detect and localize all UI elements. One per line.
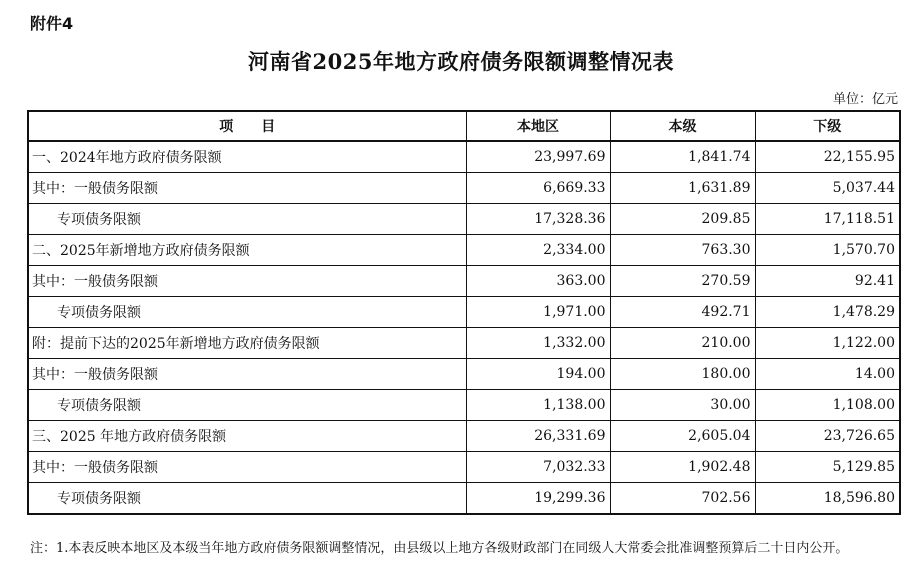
cell-lower-level: 14.00: [755, 359, 900, 390]
cell-own-level: 1,902.48: [610, 452, 755, 483]
table-row: [28, 328, 900, 359]
table-row: [28, 141, 900, 173]
table-row: [28, 359, 900, 390]
table-row: [28, 483, 900, 515]
table-row: [28, 266, 900, 297]
cell-local: 6,669.33: [466, 173, 610, 204]
row-item-label: 专项债务限额: [28, 297, 466, 328]
row-item-label: 其中：一般债务限额: [28, 173, 466, 204]
cell-own-level: 270.59: [610, 266, 755, 297]
row-item-label: 专项债务限额: [28, 204, 466, 235]
cell-own-level: 209.85: [610, 204, 755, 235]
cell-own-level: 763.30: [610, 235, 755, 266]
cell-lower-level: 23,726.65: [755, 421, 900, 452]
cell-local: 17,328.36: [466, 204, 610, 235]
table-row: [28, 173, 900, 204]
row-item-label: 三、2025 年地方政府债务限额: [28, 421, 466, 452]
header-lower-level: 下级: [755, 111, 900, 141]
page-title: 河南省2025年地方政府债务限额调整情况表: [248, 49, 674, 74]
cell-local: 1,138.00: [466, 390, 610, 421]
cell-local: 1,332.00: [466, 328, 610, 359]
table-row: [28, 235, 900, 266]
row-item-label: 专项债务限额: [28, 390, 466, 421]
header-item: 项 目: [28, 111, 466, 141]
row-item-label: 其中：一般债务限额: [28, 452, 466, 483]
cell-own-level: 1,631.89: [610, 173, 755, 204]
cell-local: 363.00: [466, 266, 610, 297]
unit-label: 单位：亿元: [832, 92, 898, 107]
row-item-label: 专项债务限额: [28, 483, 466, 515]
cell-local: 1,971.00: [466, 297, 610, 328]
row-item-label: 其中：一般债务限额: [28, 266, 466, 297]
cell-local: 19,299.36: [466, 483, 610, 515]
table-row: [28, 390, 900, 421]
table-row: [28, 421, 900, 452]
table-header-row: [28, 111, 900, 141]
cell-own-level: 1,841.74: [610, 141, 755, 173]
cell-lower-level: 22,155.95: [755, 141, 900, 173]
cell-lower-level: 5,129.85: [755, 452, 900, 483]
header-own-level: 本级: [610, 111, 755, 141]
cell-local: 2,334.00: [466, 235, 610, 266]
table-row: [28, 452, 900, 483]
row-item-label: 二、2025年新增地方政府债务限额: [28, 235, 466, 266]
cell-lower-level: 1,570.70: [755, 235, 900, 266]
attachment-label: 附件4: [30, 14, 74, 33]
cell-own-level: 180.00: [610, 359, 755, 390]
cell-own-level: 210.00: [610, 328, 755, 359]
row-item-label: 一、2024年地方政府债务限额: [28, 141, 466, 173]
cell-local: 7,032.33: [466, 452, 610, 483]
table-row: [28, 204, 900, 235]
table-row: [28, 297, 900, 328]
row-item-label: 附：提前下达的2025年新增地方政府债务限额: [28, 328, 466, 359]
cell-lower-level: 17,118.51: [755, 204, 900, 235]
cell-lower-level: 5,037.44: [755, 173, 900, 204]
debt-limit-table: [27, 110, 901, 515]
cell-local: 194.00: [466, 359, 610, 390]
cell-lower-level: 18,596.80: [755, 483, 900, 515]
cell-own-level: 702.56: [610, 483, 755, 515]
cell-lower-level: 92.41: [755, 266, 900, 297]
footnote: 注：1.本表反映本地区及本级当年地方政府债务限额调整情况，由县级以上地方各级财政部门在同级人大常委会批准调整预算后二十日内公开。: [30, 541, 849, 556]
cell-lower-level: 1,122.00: [755, 328, 900, 359]
cell-own-level: 30.00: [610, 390, 755, 421]
cell-local: 23,997.69: [466, 141, 610, 173]
cell-lower-level: 1,108.00: [755, 390, 900, 421]
cell-own-level: 492.71: [610, 297, 755, 328]
header-local: 本地区: [466, 111, 610, 141]
cell-own-level: 2,605.04: [610, 421, 755, 452]
cell-local: 26,331.69: [466, 421, 610, 452]
row-item-label: 其中：一般债务限额: [28, 359, 466, 390]
cell-lower-level: 1,478.29: [755, 297, 900, 328]
